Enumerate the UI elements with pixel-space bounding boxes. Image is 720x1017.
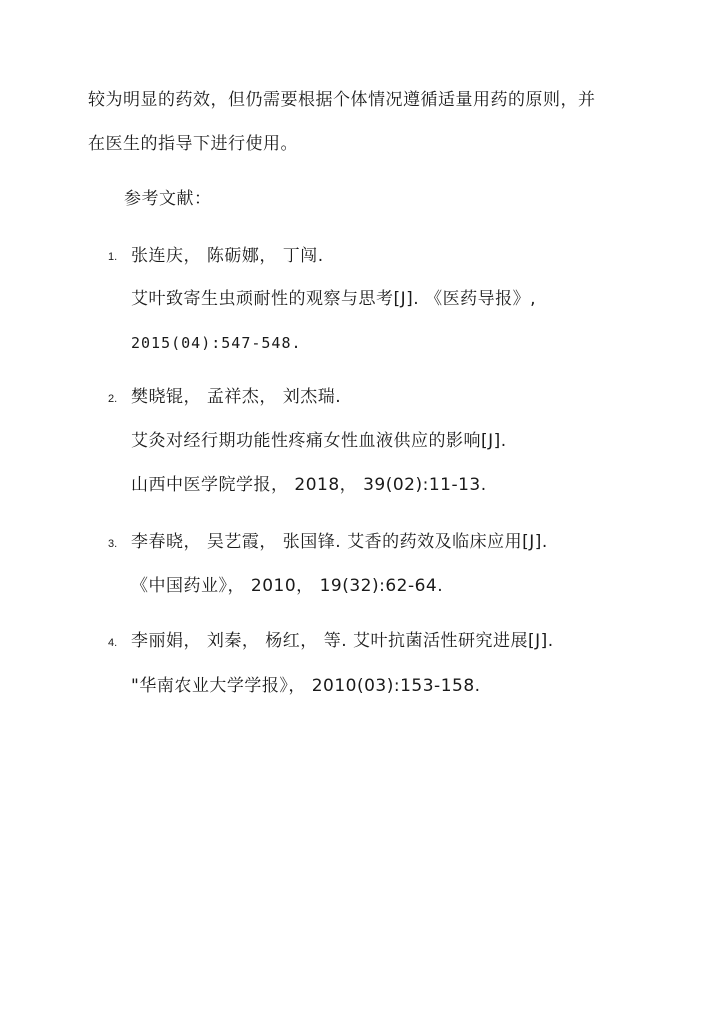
reference-number: 2.: [108, 393, 118, 405]
reference-number: 4.: [108, 637, 118, 649]
reference-authors: 张连庆， 陈砺娜， 丁闯.: [131, 246, 324, 266]
reference-title: 艾灸对经行期功能性疼痛女性血液供应的影响[J].: [131, 431, 507, 451]
reference-number: 3.: [108, 538, 118, 550]
reference-authors-and-title: 李丽娟， 刘秦， 杨红， 等. 艾叶抗菌活性研究进展[J].: [131, 631, 554, 651]
reference-source: 《中国药业》， 2010， 19(32):62-64.: [131, 576, 444, 596]
reference-source: 山西中医学院学报， 2018， 39(02):11-13.: [131, 475, 487, 495]
reference-authors: 樊晓锟， 孟祥杰， 刘杰瑞.: [131, 387, 342, 407]
reference-number: 1.: [108, 251, 118, 263]
references-heading: 参考文献：: [124, 189, 212, 209]
reference-title: 艾叶致寄生虫顽耐性的观察与思考[J]. 《医药导报》,: [131, 289, 536, 309]
reference-source: 2015(04):547-548.: [131, 334, 302, 352]
body-paragraph-line-2: 在医生的指导下进行使用。: [88, 134, 298, 154]
reference-source: "华南农业大学学报》， 2010(03):153-158.: [131, 676, 481, 696]
reference-authors-and-title: 李春晓， 吴艺霞， 张国锋. 艾香的药效及临床应用[J].: [131, 532, 548, 552]
body-paragraph-line-1: 较为明显的药效，但仍需要根据个体情况遵循适量用药的原则，并: [88, 90, 596, 110]
